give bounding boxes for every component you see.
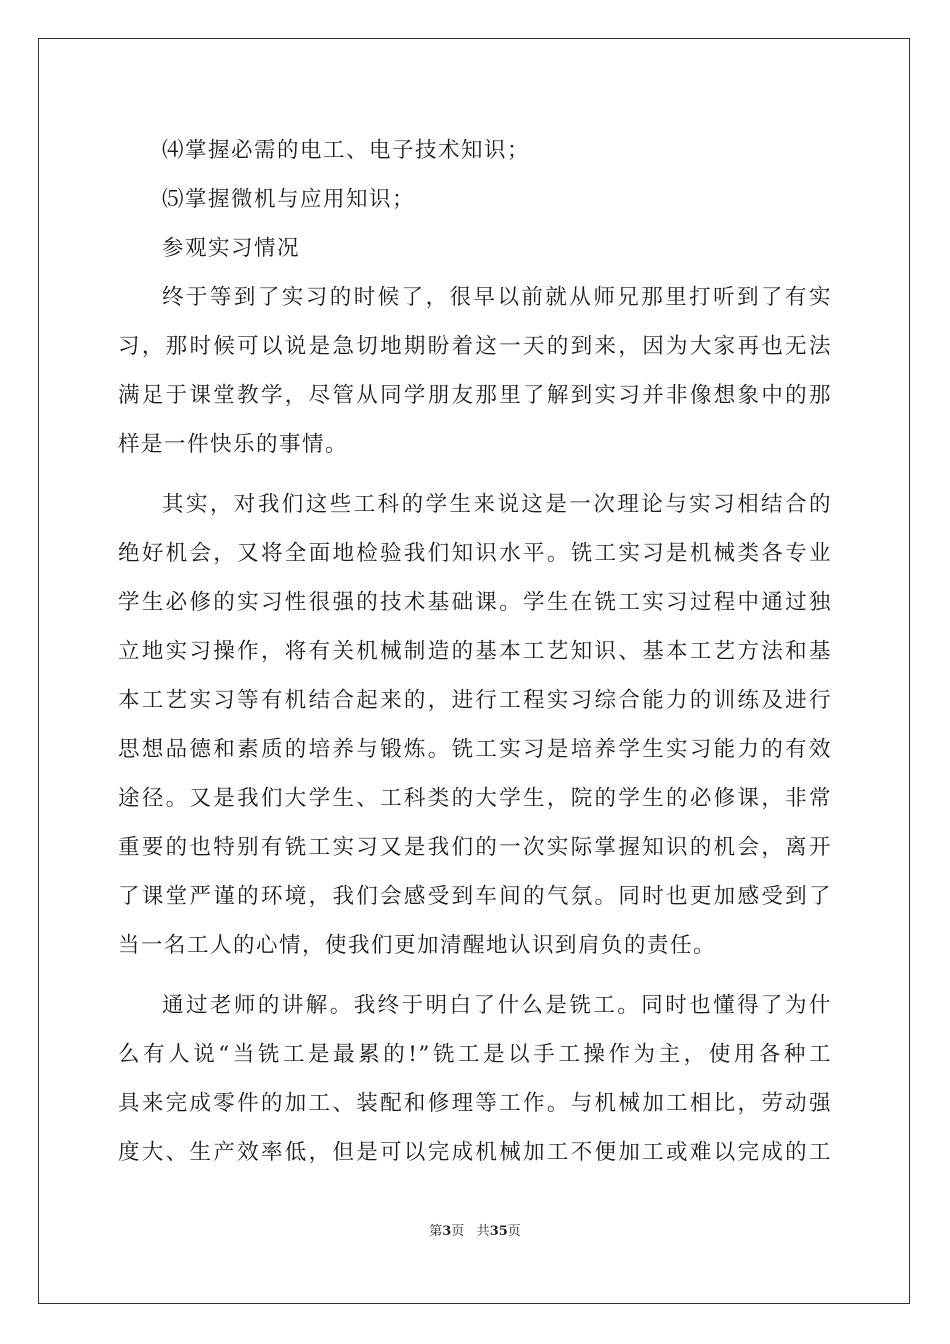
paragraph-1-line-2: 习，那时候可以说是急切地期盼着这一天的到来，因为大家再也无法 — [118, 334, 832, 359]
paragraph-3-line-2: 么有人说“当铣工是最累的!”铣工是以手工操作为主，使用各种工 — [118, 1042, 832, 1067]
footer-page-unit: 页 — [451, 1224, 465, 1239]
footer-prefix: 第 — [429, 1224, 443, 1239]
paragraph-gap — [118, 970, 832, 981]
footer-total-unit: 页 — [507, 1224, 521, 1239]
paragraph-2-line-9: 了课堂严谨的环境，我们会感受到车间的气氛。同时也更加感受到了 — [118, 884, 832, 909]
total-pages: 35 — [489, 1224, 508, 1239]
paragraph-2-line-7: 途径。又是我们大学生、工科类的大学生，院的学生的必修课，非常 — [118, 786, 832, 811]
paragraph-2-line-1: 其实，对我们这些工科的学生来说这是一次理论与实习相结合的 — [162, 492, 832, 517]
paragraph-2-line-2: 绝好机会，又将全面地检验我们知识水平。铣工实习是机械类各专业 — [118, 541, 832, 566]
footer-total-prefix: 共 — [476, 1224, 490, 1239]
paragraph-2-line-8: 重要的也特别有铣工实习又是我们的一次实际掌握知识的机会，离开 — [118, 835, 832, 860]
paragraph-1-line-3: 满足于课堂教学，尽管从同学朋友那里了解到实习并非像想象中的那 — [118, 383, 832, 408]
paragraph-2-line-10: 当一名工人的心情，使我们更加清醒地认识到肩负的责任。 — [118, 933, 717, 958]
page-number: 3 — [442, 1224, 452, 1239]
paragraph-2-line-4: 立地实习操作，将有关机械制造的基本工艺知识、基本工艺方法和基 — [118, 639, 832, 664]
paragraph-3-line-4: 度大、生产效率低，但是可以完成机械加工不便加工或难以完成的工 — [118, 1140, 832, 1165]
paragraph-2-line-6: 思想品德和素质的培养与锻炼。铣工实习是培养学生实习能力的有效 — [118, 737, 832, 762]
paragraph-2-line-5: 本工艺实习等有机结合起来的，进行工程实习综合能力的训练及进行 — [118, 688, 832, 713]
paragraph-3-line-3: 具来完成零件的加工、装配和修理等工作。与机械加工相比，劳动强 — [118, 1091, 832, 1116]
paragraph-1-line-1: 终于等到了实习的时候了，很早以前就从师兄那里打听到了有实 — [162, 285, 832, 310]
list-item-4: ⑷掌握必需的电工、电子技术知识； — [162, 138, 531, 163]
section-heading: 参观实习情况 — [162, 236, 301, 261]
document-body — [118, 126, 832, 1177]
paragraph-3-line-1: 通过老师的讲解。我终于明白了什么是铣工。同时也懂得了为什 — [162, 993, 832, 1018]
paragraph-gap — [118, 469, 832, 480]
paragraph-1-line-4: 样是一件快乐的事情。 — [118, 432, 349, 457]
list-item-5: ⑸掌握微机与应用知识； — [162, 187, 416, 212]
paragraph-2-line-3: 学生必修的实习性很强的技术基础课。学生在铣工实习过程中通过独 — [118, 590, 832, 615]
page-footer — [0, 1220, 950, 1239]
